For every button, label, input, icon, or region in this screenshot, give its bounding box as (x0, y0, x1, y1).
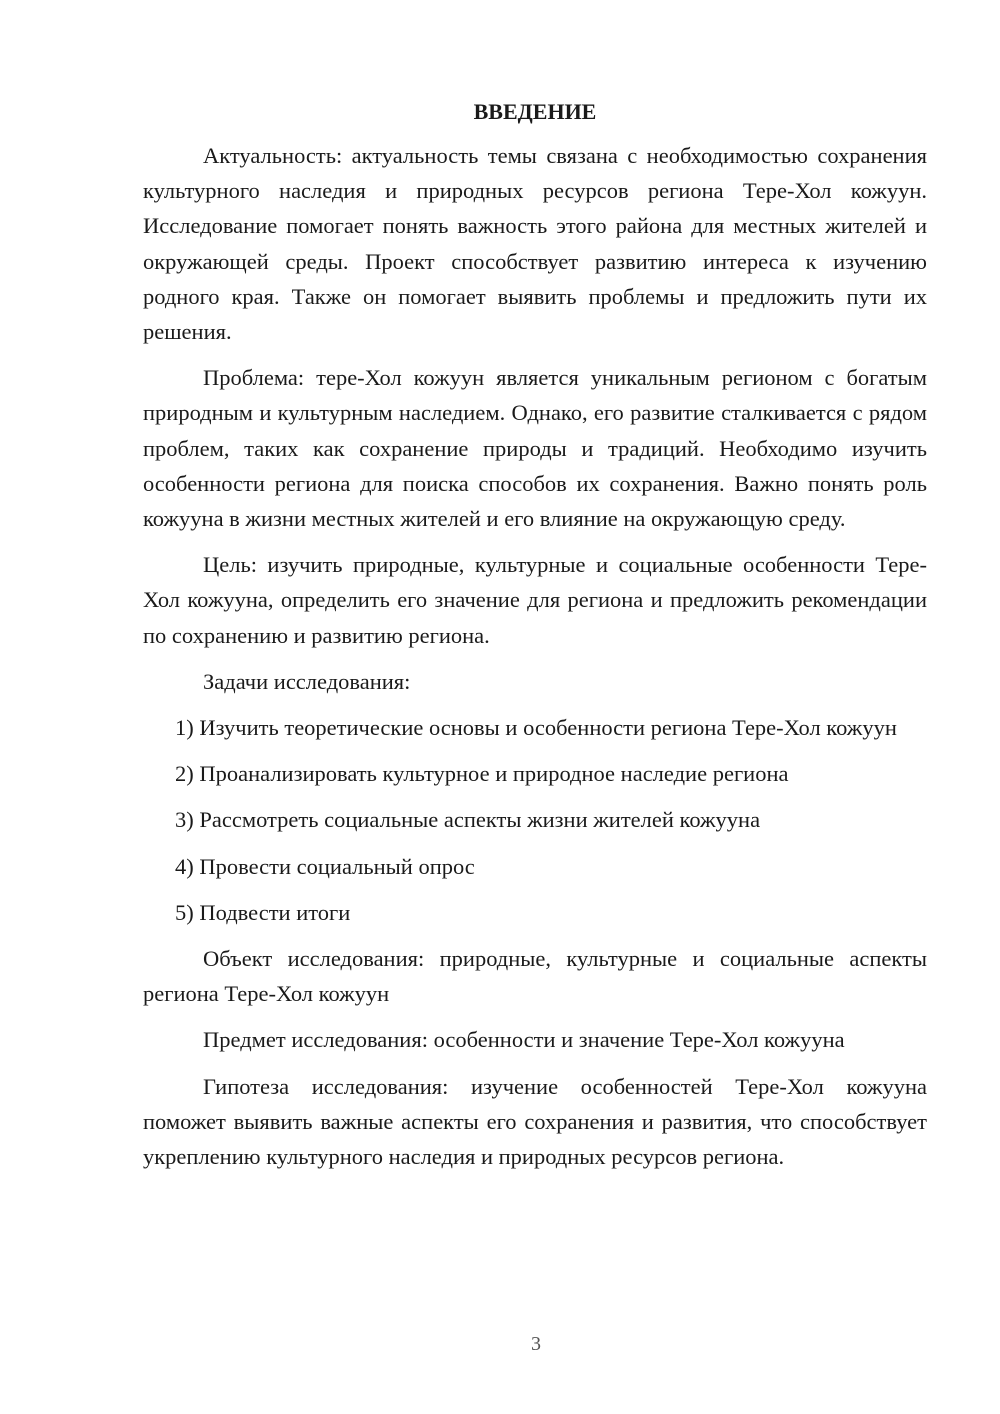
list-item: 2) Проанализировать культурное и природное наследие региона (175, 761, 789, 787)
page-content (143, 97, 927, 1185)
paragraph-problem: Проблема: тере-Хол кожуун является уникальным регионом с богатым природным и культурным наследием. Однако, его развитие сталкивается с рядом проблем, таких как сохранение природы и традиций. Необходимо изучить особенности региона для поиска способов их сохранения. Важно понять роль кожууна в жизни местных жителей и его влияние на окружающую среду. (143, 365, 927, 532)
tasks-list (143, 710, 927, 930)
page-number: 3 (531, 1333, 541, 1355)
list-item: 5) Подвести итоги (175, 899, 351, 925)
paragraph-relevance: Актуальность: актуальность темы связана с необходимостью сохранения культурного наследия и природных ресурсов региона Тере-Хол кожуун. Исследование помогает понять важность этого района для местных жителей и окружающей среды. Проект способствует развитию интереса к изучению родного края. Также он помогает выявить проблемы и предложить пути их решения. (143, 143, 927, 345)
list-item: 4) Провести социальный опрос (175, 853, 475, 879)
paragraph-object: Объект исследования: природные, культурные и социальные аспекты региона Тере-Хол кожуун (143, 946, 927, 1007)
list-item: 1) Изучить теоретические основы и особенности региона Тере-Хол кожуун (175, 715, 897, 741)
list-item: 3) Рассмотреть социальные аспекты жизни жителей кожууна (175, 807, 761, 833)
section-title: ВВЕДЕНИЕ (473, 99, 597, 124)
paragraph-goal: Цель: изучить природные, культурные и социальные особенности Тере-Хол кожууна, определить его значение для региона и предложить рекомендации по сохранению и развитию региона. (143, 552, 927, 648)
paragraph-subject: Предмет исследования: особенности и значение Тере-Хол кожууна (203, 1027, 845, 1053)
paragraph-hypothesis: Гипотеза исследования: изучение особенностей Тере-Хол кожууна поможет выявить важные аспекты его сохранения и развития, что способствует укреплению культурного наследия и природных ресурсов региона. (143, 1073, 927, 1170)
tasks-heading: Задачи исследования: (203, 668, 411, 694)
